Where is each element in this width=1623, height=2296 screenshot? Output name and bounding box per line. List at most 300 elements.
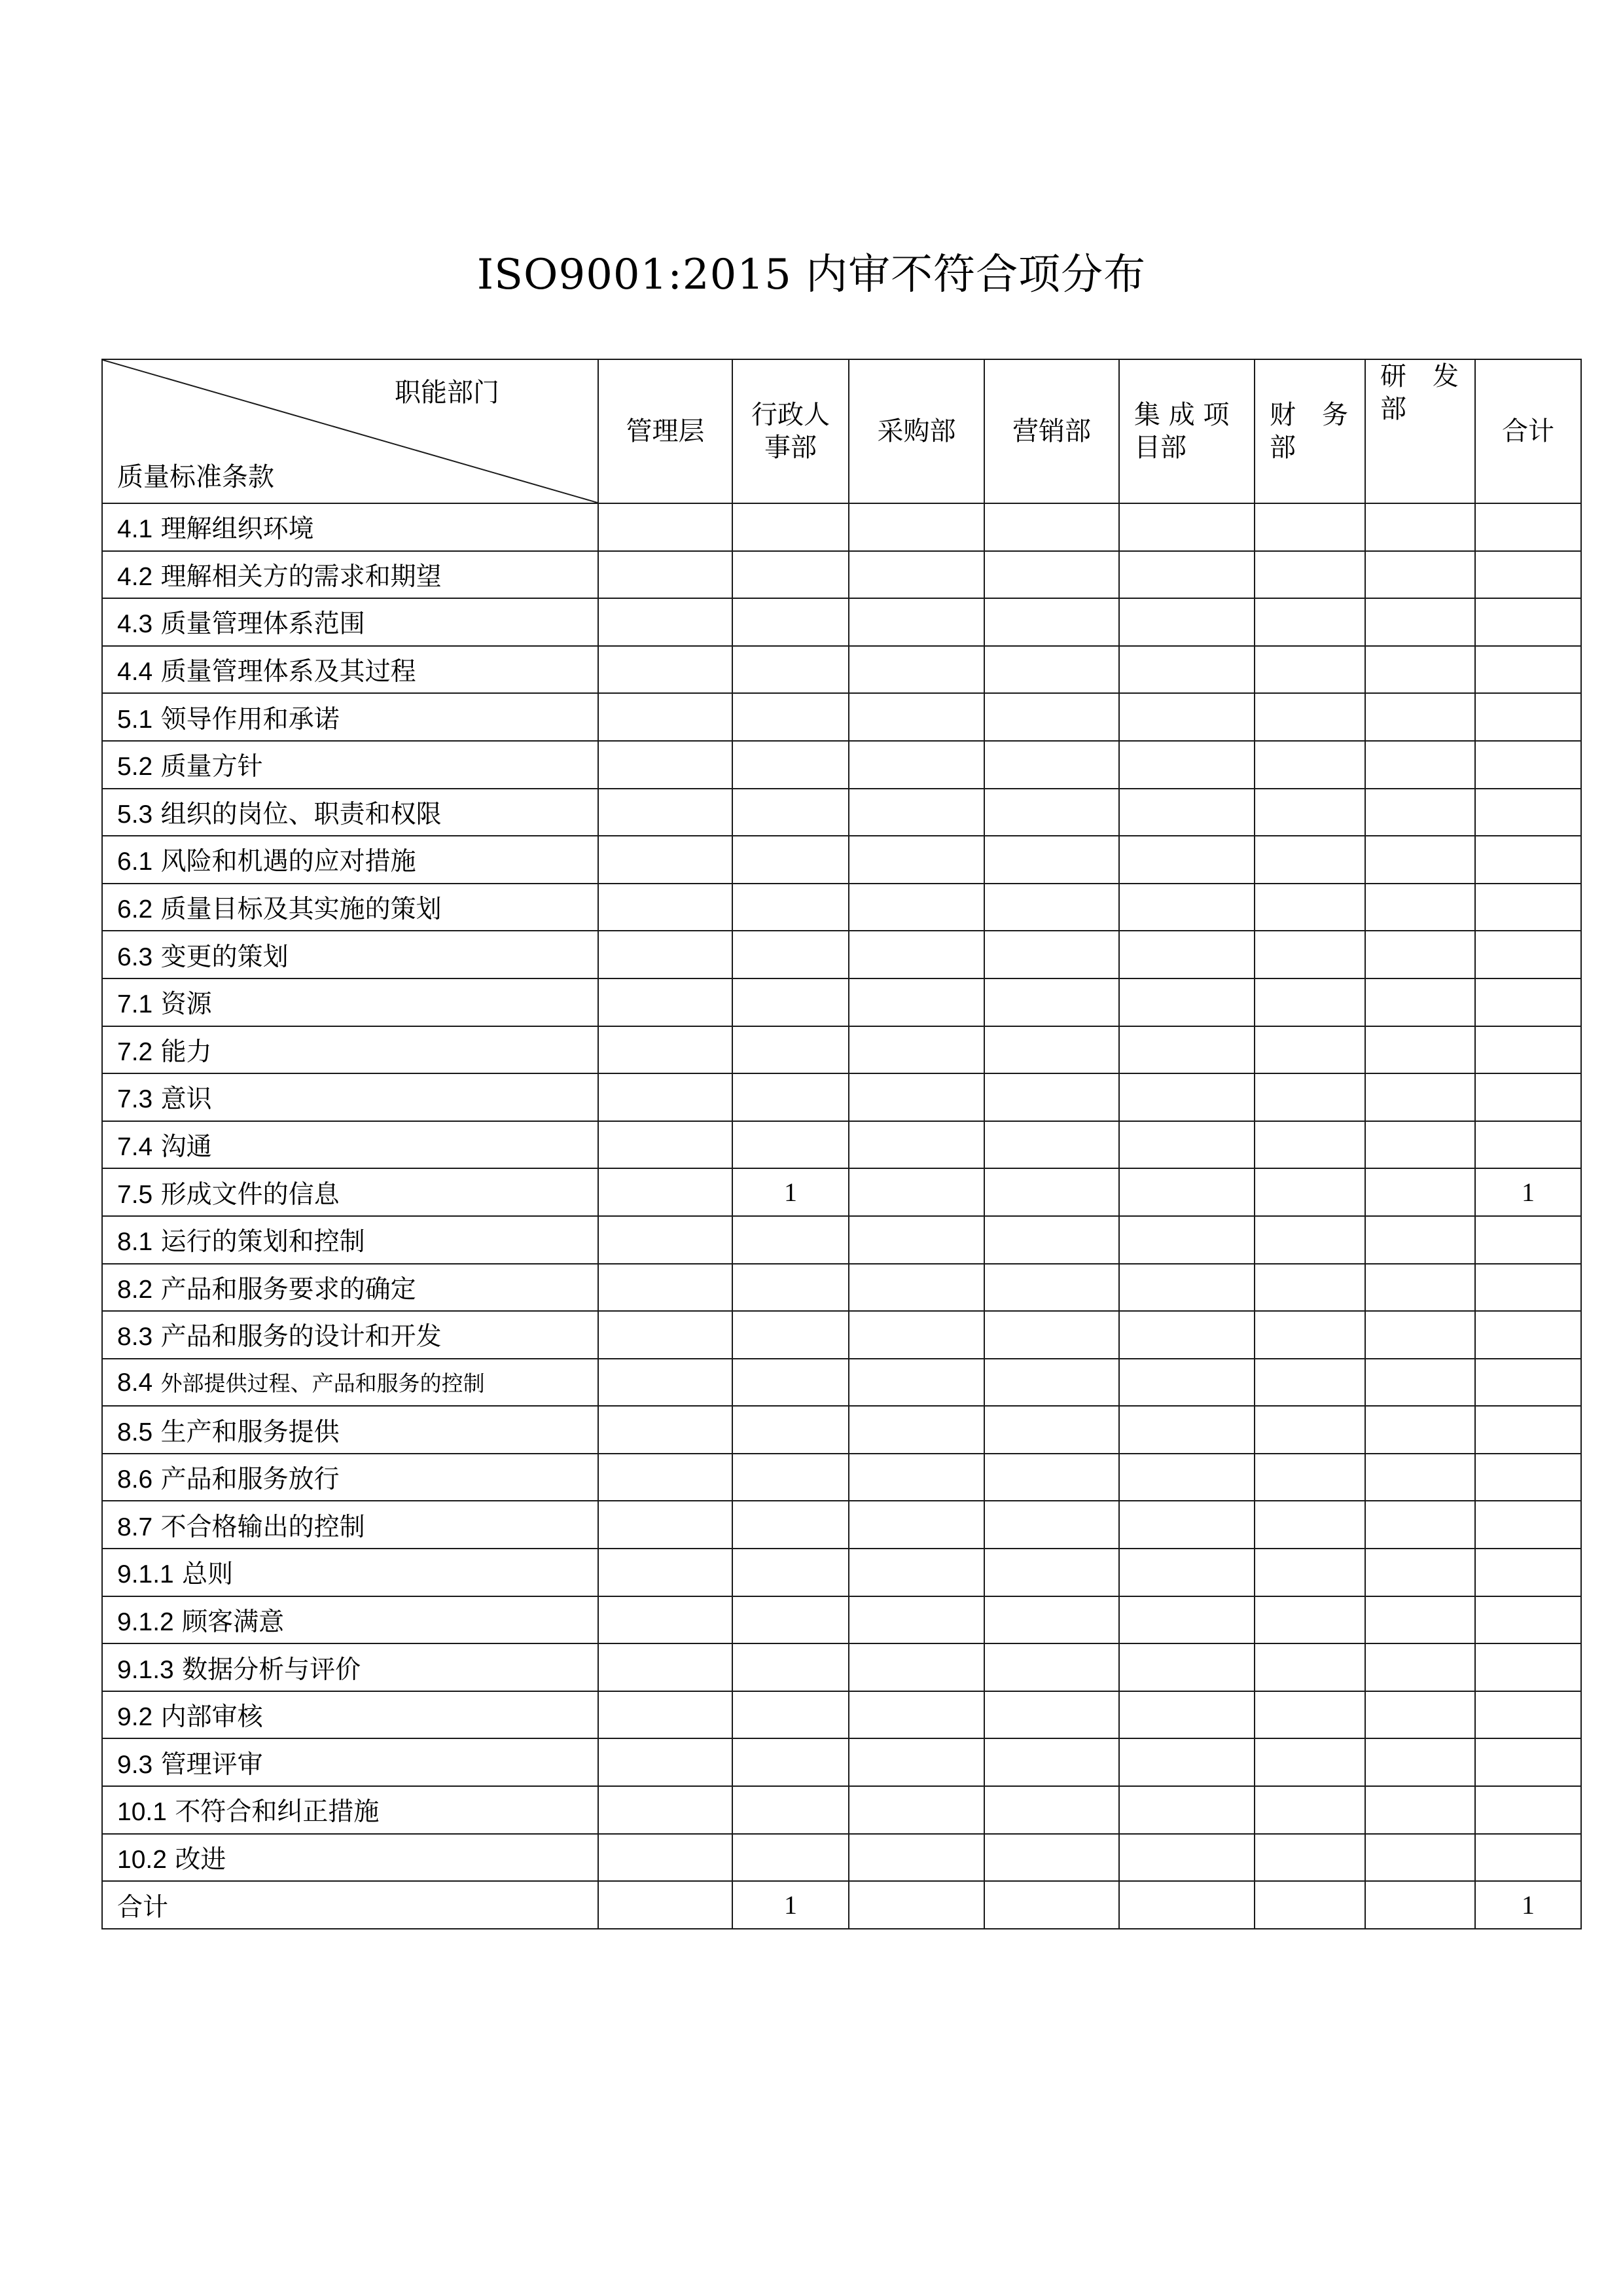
table-row: [102, 1121, 1581, 1169]
count-cell: [984, 741, 1119, 789]
count-cell: [1365, 1786, 1475, 1834]
count-cell: [1475, 598, 1581, 646]
count-cell: [598, 1501, 732, 1549]
clause-title: 质量管理体系范围: [160, 609, 365, 639]
count-cell: [984, 598, 1119, 646]
count-cell: [1365, 1264, 1475, 1312]
count-cell: [984, 836, 1119, 884]
table-row: [102, 1501, 1581, 1549]
clause-cell: [102, 1121, 598, 1169]
count-cell: [1365, 789, 1475, 836]
count-cell: [984, 646, 1119, 694]
count-cell: [598, 1738, 732, 1786]
clause-title: 意识: [160, 1085, 212, 1115]
count-cell: [849, 1738, 984, 1786]
count-cell: [732, 1501, 849, 1549]
count-cell: [849, 1549, 984, 1596]
count-cell: [732, 1026, 849, 1074]
clause-title: 沟通: [160, 1132, 212, 1162]
clause-cell: [102, 598, 598, 646]
count-cell: [598, 646, 732, 694]
count-cell: [1365, 1834, 1475, 1882]
count-cell: [1255, 1311, 1365, 1359]
count-cell: [849, 1643, 984, 1691]
clause-title: 外部提供过程、产品和服务的控制: [160, 1371, 485, 1397]
table-row: [102, 551, 1581, 599]
count-cell: [1365, 836, 1475, 884]
count-cell: [732, 1786, 849, 1834]
count-cell: [1365, 978, 1475, 1026]
count-cell: [849, 1881, 984, 1929]
clause-number: 8.2: [117, 1275, 153, 1304]
count-cell: [849, 693, 984, 741]
clause-cell: [102, 646, 598, 694]
count-cell: [598, 1264, 732, 1312]
count-cell: [732, 1359, 849, 1407]
count-cell: [1365, 741, 1475, 789]
count-cell: [1255, 503, 1365, 551]
table-row: [102, 1264, 1581, 1312]
count-cell: [598, 693, 732, 741]
table-row: [102, 646, 1581, 694]
count-cell: [984, 503, 1119, 551]
count-cell: [984, 1454, 1119, 1501]
count-cell: [984, 1691, 1119, 1739]
clause-cell: [102, 1026, 598, 1074]
count-cell: [598, 1359, 732, 1407]
count-cell: [1119, 1168, 1255, 1216]
clause-title: 运行的策划和控制: [160, 1227, 365, 1257]
count-cell: [1255, 1596, 1365, 1644]
count-cell: [1119, 551, 1255, 599]
clause-number: 7.3: [117, 1085, 153, 1114]
table-row: [102, 1549, 1581, 1596]
count-cell: [732, 1596, 849, 1644]
count-cell: [732, 789, 849, 836]
nonconformity-table: [101, 359, 1582, 1929]
clause-number: 4.1: [117, 515, 153, 544]
count-cell: [1365, 1121, 1475, 1169]
count-cell: [984, 931, 1119, 978]
count-cell: [1255, 1643, 1365, 1691]
count-cell: [1119, 1311, 1255, 1359]
count-cell: [598, 1596, 732, 1644]
col-header-integration: 集 成 项 目部: [1119, 359, 1255, 503]
count-cell: [1365, 1738, 1475, 1786]
count-cell: [1365, 693, 1475, 741]
count-cell: [984, 1168, 1119, 1216]
count-cell: [732, 1454, 849, 1501]
count-cell: [984, 1216, 1119, 1264]
count-cell: [984, 1359, 1119, 1407]
count-cell: [1475, 1359, 1581, 1407]
count-cell: [598, 1311, 732, 1359]
count-cell: [1475, 836, 1581, 884]
clause-cell: [102, 1216, 598, 1264]
clause-title: 改进: [175, 1844, 226, 1874]
table-row: [102, 1026, 1581, 1074]
count-cell: [1475, 1834, 1581, 1882]
count-cell: [1119, 836, 1255, 884]
count-cell: [1475, 693, 1581, 741]
count-cell: [732, 1406, 849, 1454]
count-cell: [1365, 1359, 1475, 1407]
count-cell: [732, 551, 849, 599]
count-cell: [984, 1311, 1119, 1359]
col-header-finance: 财 务 部: [1255, 359, 1365, 503]
count-cell: [1475, 978, 1581, 1026]
table-row: [102, 598, 1581, 646]
count-cell: [1255, 551, 1365, 599]
count-cell: [1255, 1359, 1365, 1407]
count-cell: [1255, 884, 1365, 931]
clause-cell: [102, 1454, 598, 1501]
table-row: [102, 931, 1581, 978]
count-cell: [849, 1311, 984, 1359]
table-row: [102, 1596, 1581, 1644]
count-cell: [1365, 598, 1475, 646]
count-cell: [1475, 1549, 1581, 1596]
table-row: [102, 884, 1581, 931]
count-cell: [598, 1121, 732, 1169]
count-cell: [1475, 789, 1581, 836]
count-cell: [984, 1738, 1119, 1786]
col-header-purchasing: 采购部: [849, 359, 984, 503]
count-cell: [1365, 1073, 1475, 1121]
clause-cell: [102, 1596, 598, 1644]
clause-title: 质量管理体系及其过程: [160, 657, 416, 687]
clause-number: 5.1: [117, 705, 153, 734]
count-cell: [1119, 1738, 1255, 1786]
count-cell: [984, 978, 1119, 1026]
table-row: [102, 741, 1581, 789]
count-cell: [1365, 884, 1475, 931]
table-row: [102, 1406, 1581, 1454]
count-cell: [1119, 1596, 1255, 1644]
clause-cell: [102, 1834, 598, 1882]
count-cell: [1255, 1168, 1365, 1216]
count-cell: [1119, 1881, 1255, 1929]
clause-title: 风险和机遇的应对措施: [160, 847, 416, 877]
count-cell: [598, 884, 732, 931]
count-cell: [1119, 1834, 1255, 1882]
count-cell: [1119, 789, 1255, 836]
clause-title: 不符合和纠正措施: [175, 1797, 380, 1827]
count-cell: [598, 1073, 732, 1121]
count-cell: 1: [1475, 1881, 1581, 1929]
count-cell: [984, 1643, 1119, 1691]
count-cell: [732, 931, 849, 978]
count-cell: [1255, 1501, 1365, 1549]
table-row: [102, 1643, 1581, 1691]
count-cell: [1475, 1406, 1581, 1454]
count-cell: [1255, 1121, 1365, 1169]
clause-title: 产品和服务要求的确定: [160, 1274, 416, 1304]
count-cell: [598, 1881, 732, 1929]
count-cell: [1475, 1311, 1581, 1359]
table-row: [102, 1168, 1581, 1216]
clause-title: 资源: [160, 990, 212, 1020]
count-cell: [598, 1216, 732, 1264]
total-label: 合计: [102, 1881, 598, 1929]
clause-cell: [102, 1311, 598, 1359]
count-cell: [1365, 1311, 1475, 1359]
count-cell: [1255, 1834, 1365, 1882]
count-cell: [1255, 1073, 1365, 1121]
count-cell: [849, 1454, 984, 1501]
count-cell: [1365, 503, 1475, 551]
count-cell: [1119, 1216, 1255, 1264]
count-cell: [1119, 1121, 1255, 1169]
clause-cell: [102, 1549, 598, 1596]
table-row: [102, 1073, 1581, 1121]
count-cell: [598, 1168, 732, 1216]
count-cell: [984, 1596, 1119, 1644]
count-cell: [1255, 789, 1365, 836]
count-cell: [849, 503, 984, 551]
count-cell: [849, 1168, 984, 1216]
clause-number: 8.6: [117, 1465, 153, 1494]
count-cell: [1475, 1264, 1581, 1312]
clause-number: 9.1.3: [117, 1655, 174, 1684]
table-row: [102, 1691, 1581, 1739]
count-cell: [1255, 1454, 1365, 1501]
count-cell: [1119, 1026, 1255, 1074]
clause-title: 不合格输出的控制: [160, 1512, 365, 1542]
count-cell: [1255, 598, 1365, 646]
clause-title: 组织的岗位、职责和权限: [160, 799, 442, 829]
count-cell: [1255, 978, 1365, 1026]
count-cell: [1475, 1643, 1581, 1691]
count-cell: [1475, 931, 1581, 978]
count-cell: [598, 551, 732, 599]
clause-number: 7.2: [117, 1037, 153, 1066]
count-cell: [849, 931, 984, 978]
count-cell: [1119, 1406, 1255, 1454]
count-cell: [1365, 1643, 1475, 1691]
count-cell: [1255, 1881, 1365, 1929]
count-cell: [1365, 551, 1475, 599]
count-cell: [1255, 836, 1365, 884]
count-cell: [849, 836, 984, 884]
count-cell: [1119, 1264, 1255, 1312]
count-cell: [598, 1549, 732, 1596]
clause-title: 产品和服务放行: [160, 1465, 340, 1495]
clause-number: 8.1: [117, 1228, 153, 1257]
clause-cell: [102, 836, 598, 884]
count-cell: [1119, 931, 1255, 978]
count-cell: [849, 1406, 984, 1454]
count-cell: [1475, 884, 1581, 931]
table-row: [102, 1216, 1581, 1264]
clause-number: 10.1: [117, 1798, 167, 1827]
clause-title: 数据分析与评价: [182, 1655, 361, 1685]
count-cell: [1475, 1216, 1581, 1264]
count-cell: [598, 978, 732, 1026]
count-cell: 1: [732, 1168, 849, 1216]
clause-cell: [102, 931, 598, 978]
clause-number: 5.2: [117, 753, 153, 781]
clause-cell: [102, 884, 598, 931]
clause-number: 8.3: [117, 1323, 153, 1352]
clause-number: 9.1.1: [117, 1560, 174, 1589]
count-cell: [984, 1501, 1119, 1549]
count-cell: [732, 1643, 849, 1691]
col-header-management: 管理层: [598, 359, 732, 503]
clause-number: 7.1: [117, 990, 153, 1019]
count-cell: [984, 1264, 1119, 1312]
count-cell: [1119, 598, 1255, 646]
count-cell: [1119, 646, 1255, 694]
count-cell: [984, 1786, 1119, 1834]
count-cell: [1119, 1501, 1255, 1549]
clause-number: 9.3: [117, 1750, 153, 1779]
count-cell: [1365, 1596, 1475, 1644]
count-cell: [732, 1121, 849, 1169]
count-cell: [1365, 1216, 1475, 1264]
col-header-rnd: 研 发 部: [1365, 359, 1475, 503]
count-cell: [1365, 1691, 1475, 1739]
clause-number: 8.5: [117, 1418, 153, 1446]
count-cell: [1255, 1786, 1365, 1834]
count-cell: [1365, 1881, 1475, 1929]
count-cell: [1119, 1454, 1255, 1501]
clause-number: 8.4: [117, 1369, 153, 1397]
clause-cell: [102, 741, 598, 789]
count-cell: [732, 1834, 849, 1882]
count-cell: [1365, 1168, 1475, 1216]
clause-cell: [102, 1786, 598, 1834]
clause-title: 生产和服务提供: [160, 1417, 340, 1447]
count-cell: [849, 598, 984, 646]
count-cell: [598, 836, 732, 884]
count-cell: [1255, 741, 1365, 789]
clause-number: 8.7: [117, 1513, 153, 1541]
count-cell: [732, 836, 849, 884]
count-cell: [1255, 1406, 1365, 1454]
count-cell: [1475, 503, 1581, 551]
count-cell: [1365, 1454, 1475, 1501]
clause-title: 变更的策划: [160, 942, 289, 972]
col-header-admin-hr: 行政人 事部: [732, 359, 849, 503]
count-cell: [598, 1786, 732, 1834]
table-row: [102, 693, 1581, 741]
count-cell: [732, 646, 849, 694]
count-cell: [849, 978, 984, 1026]
count-cell: [1365, 1501, 1475, 1549]
clause-cell: [102, 789, 598, 836]
count-cell: [732, 1073, 849, 1121]
table-row: [102, 1786, 1581, 1834]
clause-title: 理解相关方的需求和期望: [160, 562, 442, 592]
count-cell: [984, 1026, 1119, 1074]
count-cell: [732, 598, 849, 646]
count-cell: [1365, 646, 1475, 694]
col-header-marketing: 营销部: [984, 359, 1119, 503]
count-cell: [1119, 503, 1255, 551]
count-cell: [849, 1359, 984, 1407]
count-cell: [1475, 1121, 1581, 1169]
count-cell: [984, 1834, 1119, 1882]
count-cell: [732, 978, 849, 1026]
header-row: [102, 359, 1581, 503]
clause-title: 质量目标及其实施的策划: [160, 895, 442, 925]
clause-number: 4.4: [117, 658, 153, 687]
table-row: [102, 836, 1581, 884]
count-cell: [849, 1121, 984, 1169]
count-cell: [1255, 931, 1365, 978]
clause-number: 9.1.2: [117, 1607, 174, 1636]
table-row: [102, 789, 1581, 836]
count-cell: [1255, 1738, 1365, 1786]
count-cell: [984, 789, 1119, 836]
count-cell: [1255, 1026, 1365, 1074]
count-cell: [732, 1216, 849, 1264]
clause-cell: [102, 1501, 598, 1549]
count-cell: [984, 551, 1119, 599]
clause-cell: [102, 551, 598, 599]
count-cell: [1255, 1691, 1365, 1739]
clause-axis-label: 质量标准条款: [117, 462, 274, 492]
count-cell: [1365, 1026, 1475, 1074]
table-row: [102, 1738, 1581, 1786]
count-cell: 1: [1475, 1168, 1581, 1216]
clause-title: 管理评审: [160, 1749, 263, 1780]
count-cell: [732, 1311, 849, 1359]
count-cell: [1365, 1549, 1475, 1596]
count-cell: [598, 598, 732, 646]
count-cell: [1365, 1406, 1475, 1454]
count-cell: [1475, 1738, 1581, 1786]
count-cell: [1119, 1691, 1255, 1739]
clause-title: 总则: [182, 1560, 234, 1590]
count-cell: [984, 1406, 1119, 1454]
count-cell: [1119, 741, 1255, 789]
clause-number: 5.3: [117, 800, 153, 829]
count-cell: [598, 1454, 732, 1501]
count-cell: [1365, 931, 1475, 978]
clause-number: 7.5: [117, 1180, 153, 1209]
count-cell: [598, 1026, 732, 1074]
clause-title: 理解组织环境: [160, 514, 314, 545]
count-cell: [732, 884, 849, 931]
count-cell: [1475, 1786, 1581, 1834]
clause-cell: [102, 1738, 598, 1786]
clause-cell: [102, 693, 598, 741]
count-cell: [1475, 1026, 1581, 1074]
count-cell: [732, 503, 849, 551]
clause-number: 4.2: [117, 562, 153, 591]
clause-number: 10.2: [117, 1845, 167, 1874]
count-cell: [1119, 884, 1255, 931]
count-cell: [598, 503, 732, 551]
count-cell: [1255, 646, 1365, 694]
table-row: [102, 1454, 1581, 1501]
count-cell: [732, 693, 849, 741]
count-cell: [849, 551, 984, 599]
count-cell: [598, 789, 732, 836]
count-cell: [1255, 1549, 1365, 1596]
count-cell: [1119, 693, 1255, 741]
count-cell: [1255, 1216, 1365, 1264]
clause-title: 产品和服务的设计和开发: [160, 1322, 442, 1352]
clause-cell: [102, 1073, 598, 1121]
count-cell: [849, 1691, 984, 1739]
diagonal-header-cell: [102, 359, 598, 503]
table-row: [102, 503, 1581, 551]
count-cell: [1475, 1691, 1581, 1739]
count-cell: [849, 1216, 984, 1264]
